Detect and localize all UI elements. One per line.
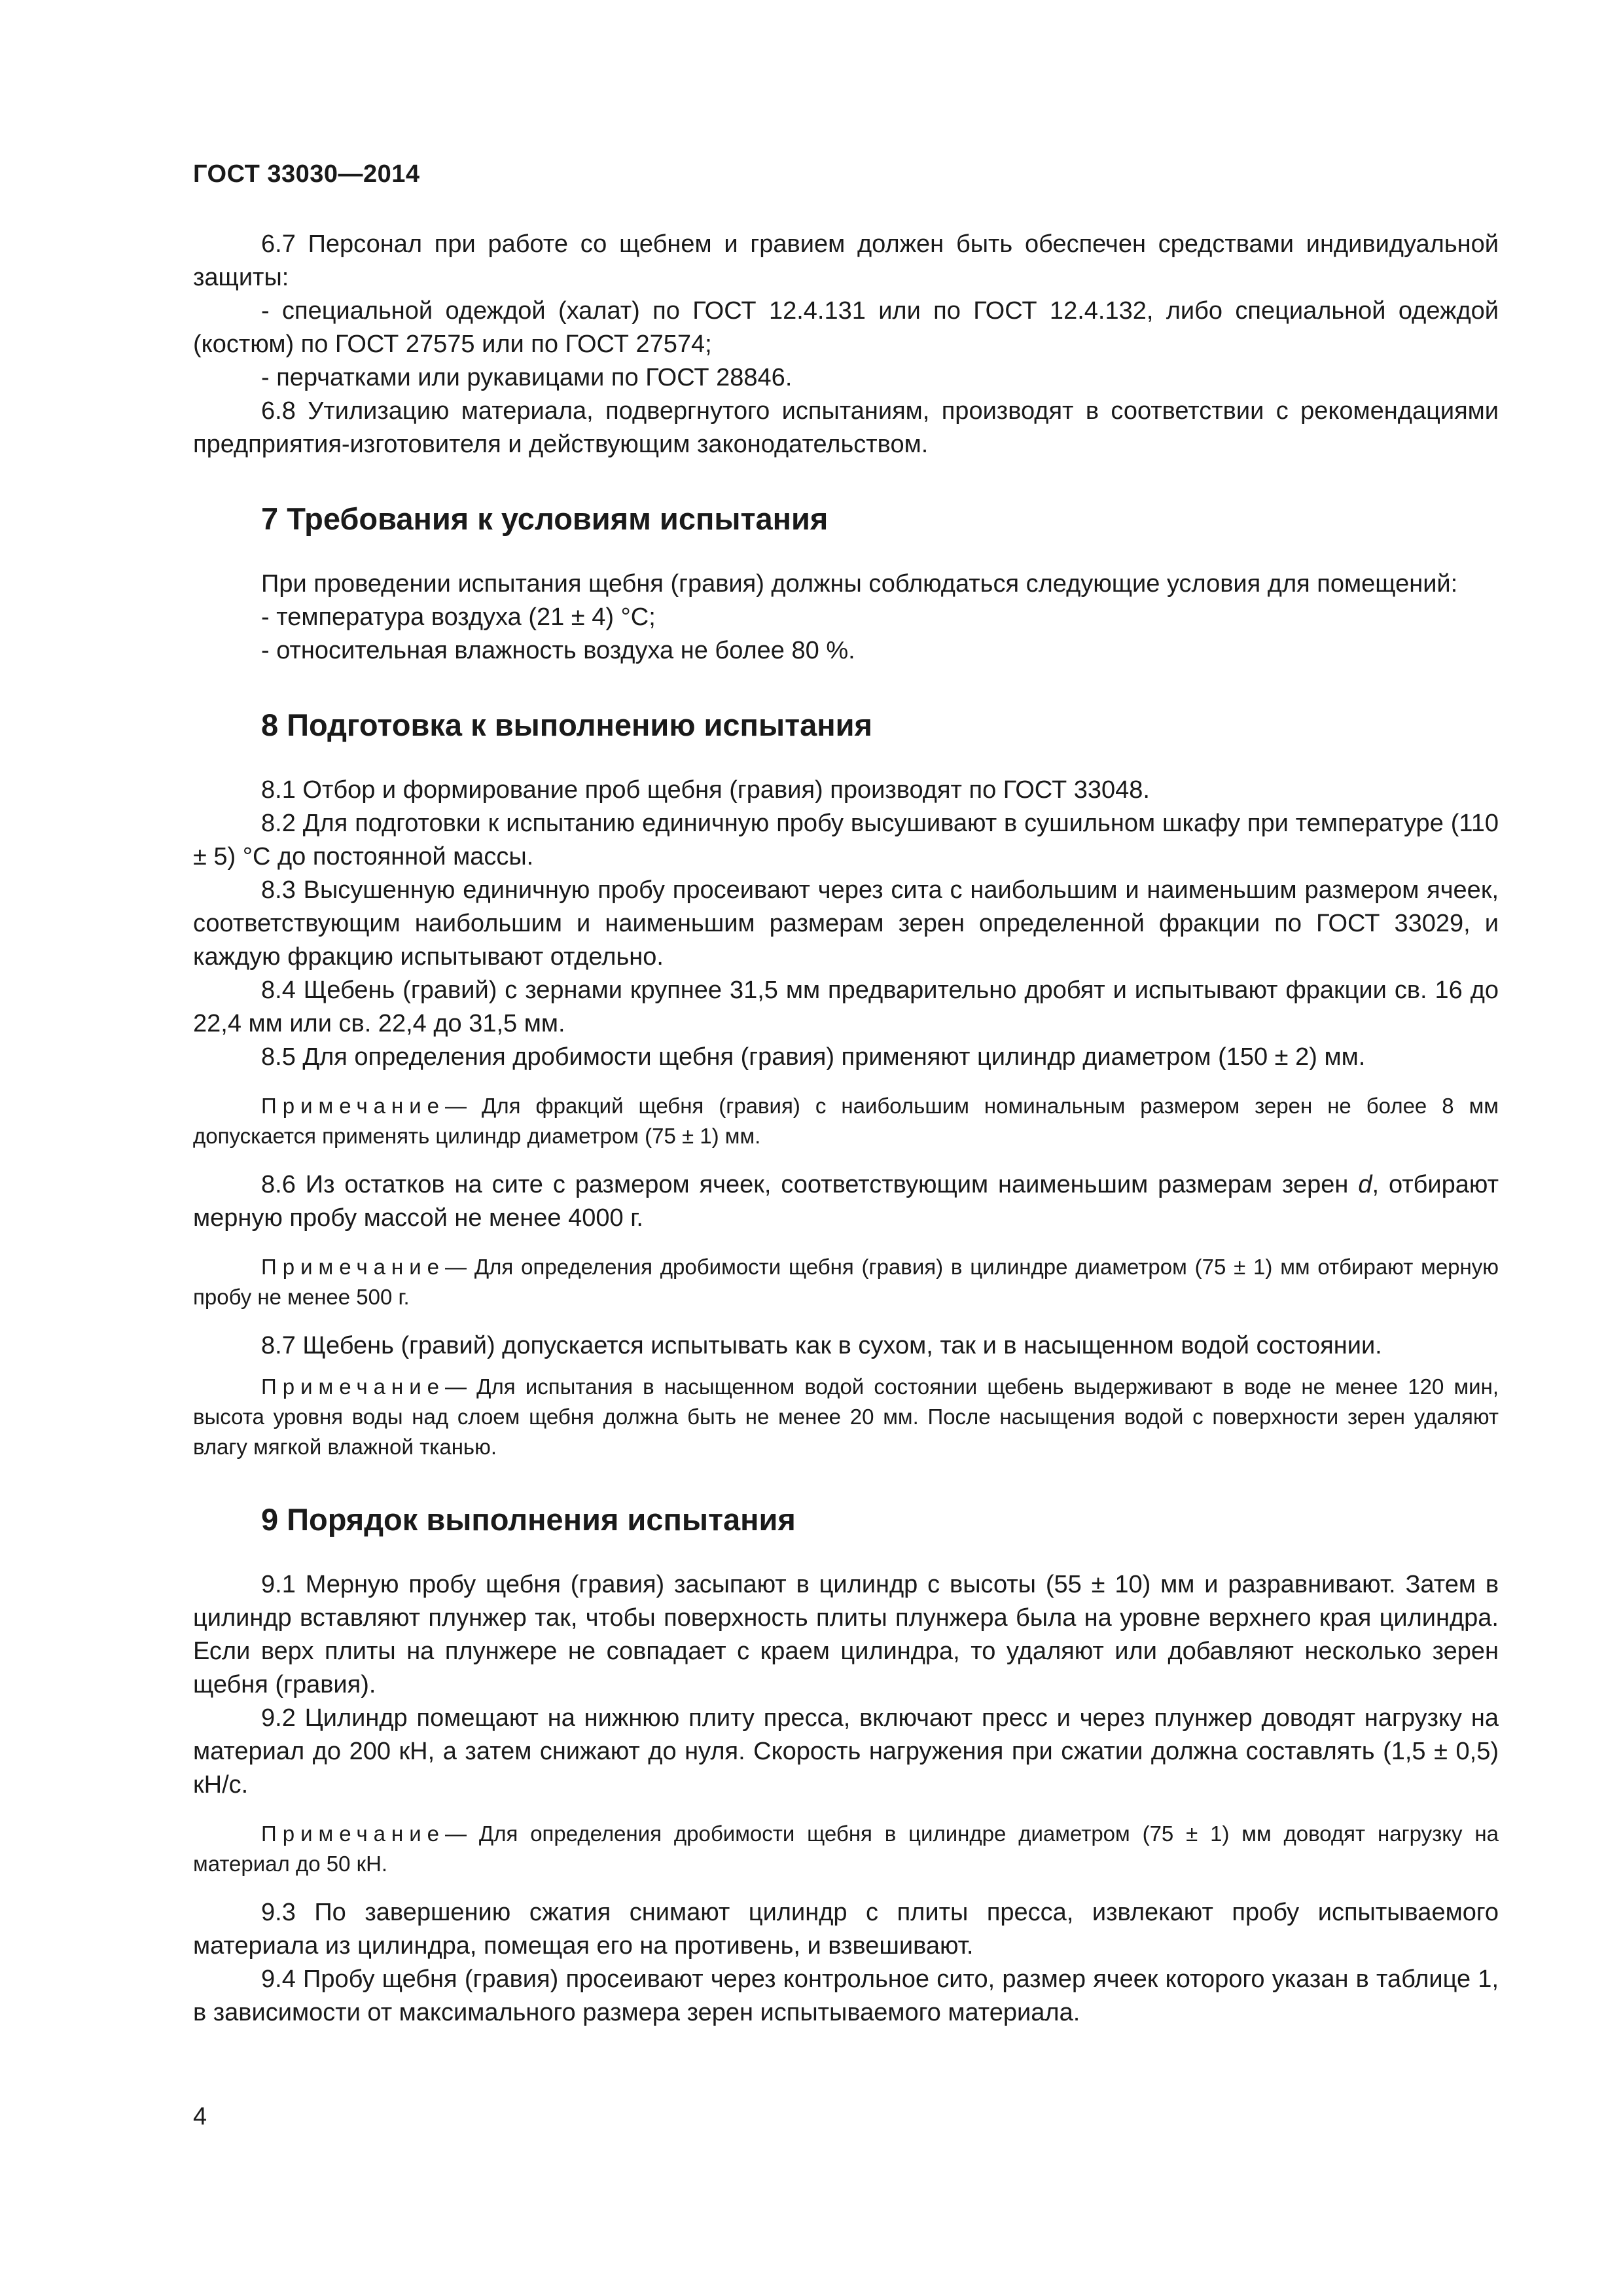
note-text: — Для определения дробимости щебня (гравия) в цилиндре диаметром (75 ± 1) мм отбирают мерную пробу не менее 500 г. <box>193 1255 1499 1309</box>
note-label: Примечание <box>261 1821 446 1846</box>
note-label: Примечание <box>261 1374 446 1399</box>
page-number: 4 <box>193 2103 207 2130</box>
paragraph-9-1: 9.1 Мерную пробу щебня (гравия) засыпают в цилиндр с высоты (55 ± 10) мм и разравнивают. Затем в цилиндр вставляют плунжер так, чтобы поверхность плиты плунжера была на уровне верхнего края цилиндра. Если верх плиты на плунжере не совпадает с краем цилиндра, то удаляют или добавляют несколько зерен щебня (гравия). <box>193 1571 1499 1698</box>
section-7-intro: При проведении испытания щебня (гравия) должны соблюдаться следующие условия для помещений: <box>261 570 1458 598</box>
section-7-item-temperature: - температура воздуха (21 ± 4) °С; <box>261 603 656 631</box>
paragraph-6-7-item-gloves: - перчатками или рукавицами по ГОСТ 28846. <box>261 364 793 391</box>
paragraph-8-2: 8.2 Для подготовки к испытанию единичную пробу высушивают в сушильном шкафу при температуре (110 ± 5) °С до постоянной массы. <box>193 810 1499 870</box>
note-9-2 <box>193 1819 1499 1879</box>
document-page <box>193 0 1499 2296</box>
paragraph-8-6-text-b: , отбирают мерную пробу массой не менее 4000 г. <box>193 1171 1499 1232</box>
note-8-7 <box>193 1372 1499 1462</box>
paragraph-8-7: 8.7 Щебень (гравий) допускается испытывать как в сухом, так и в насыщенном водой состоянии. <box>261 1332 1382 1359</box>
paragraph-8-6-text-a: 8.6 Из остатков на сите с размером ячеек, соответствующим наименьшим размерам зерен <box>261 1171 1359 1198</box>
document-header: ГОСТ 33030—2014 <box>193 160 420 188</box>
paragraph-8-6 <box>193 1168 1499 1235</box>
note-8-6 <box>193 1252 1499 1312</box>
note-text: — Для фракций щебня (гравия) с наибольшим номинальным размером зерен не более 8 мм допускается применять цилиндр диаметром (75 ± 1) мм. <box>193 1094 1499 1148</box>
note-text: — Для испытания в насыщенном водой состоянии щебень выдерживают в воде не менее 120 мин, высота уровня воды над слоем щебня должна быть не менее 20 мм. После насыщения водой с поверхности зерен удаляют влагу мягкой влажной тканью. <box>193 1374 1499 1459</box>
document-body <box>193 228 1499 2030</box>
note-text: — Для определения дробимости щебня в цилиндре диаметром (75 ± 1) мм доводят нагрузку на материал до 50 кН. <box>193 1821 1499 1876</box>
paragraph-6-8: 6.8 Утилизацию материала, подвергнутого испытаниям, производят в соответствии с рекомендациями предприятия-изготовителя и действующим законодательством. <box>193 397 1499 458</box>
paragraph-8-4: 8.4 Щебень (гравий) с зернами крупнее 31,5 мм предварительно дробят и испытывают фракции св. 16 до 22,4 мм или св. 22,4 до 31,5 мм. <box>193 977 1499 1037</box>
note-label: Примечание <box>261 1255 446 1279</box>
section-9-heading: 9 Порядок выполнения испытания <box>261 1502 796 1537</box>
note-8-5 <box>193 1091 1499 1151</box>
section-7-heading: 7 Требования к условиям испытания <box>261 501 829 536</box>
section-8-heading: 8 Подготовка к выполнению испытания <box>261 708 872 742</box>
paragraph-6-7: 6.7 Персонал при работе со щебнем и гравием должен быть обеспечен средствами индивидуальной защиты: <box>193 230 1499 291</box>
paragraph-9-2: 9.2 Цилиндр помещают на нижнюю плиту пресса, включают пресс и через плунжер доводят нагрузку на материал до 200 кН, а затем снижают до нуля. Скорость нагружения при сжатии должна составлять (1,5 ± 0,5) кН/с. <box>193 1704 1499 1799</box>
paragraph-8-5: 8.5 Для определения дробимости щебня (гравия) применяют цилиндр диаметром (150 ± 2) мм. <box>261 1043 1366 1071</box>
section-7-item-humidity: - относительная влажность воздуха не более 80 %. <box>261 637 855 664</box>
paragraph-6-7-item-clothing: - специальной одеждой (халат) по ГОСТ 12.4.131 или по ГОСТ 12.4.132, либо специальной одеждой (костюм) по ГОСТ 27575 или по ГОСТ 27574; <box>193 297 1499 358</box>
paragraph-8-6-symbol-d: d <box>1358 1171 1372 1198</box>
note-label: Примечание <box>261 1094 446 1118</box>
paragraph-8-1: 8.1 Отбор и формирование проб щебня (гравия) производят по ГОСТ 33048. <box>261 776 1150 804</box>
paragraph-9-4: 9.4 Пробу щебня (гравия) просеивают через контрольное сито, размер ячеек которого указан в таблице 1, в зависимости от максимального размера зерен испытываемого материала. <box>193 1965 1499 2026</box>
paragraph-9-3: 9.3 По завершению сжатия снимают цилиндр с плиты пресса, извлекают пробу испытываемого материала из цилиндра, помещая его на противень, и взвешивают. <box>193 1899 1499 1960</box>
paragraph-8-3: 8.3 Высушенную единичную пробу просеивают через сита с наибольшим и наименьшим размером ячеек, соответствующим наибольшим и наименьшим размерам зерен определенной фракции по ГОСТ 33029, и каждую фракцию испытывают отдельно. <box>193 876 1499 971</box>
